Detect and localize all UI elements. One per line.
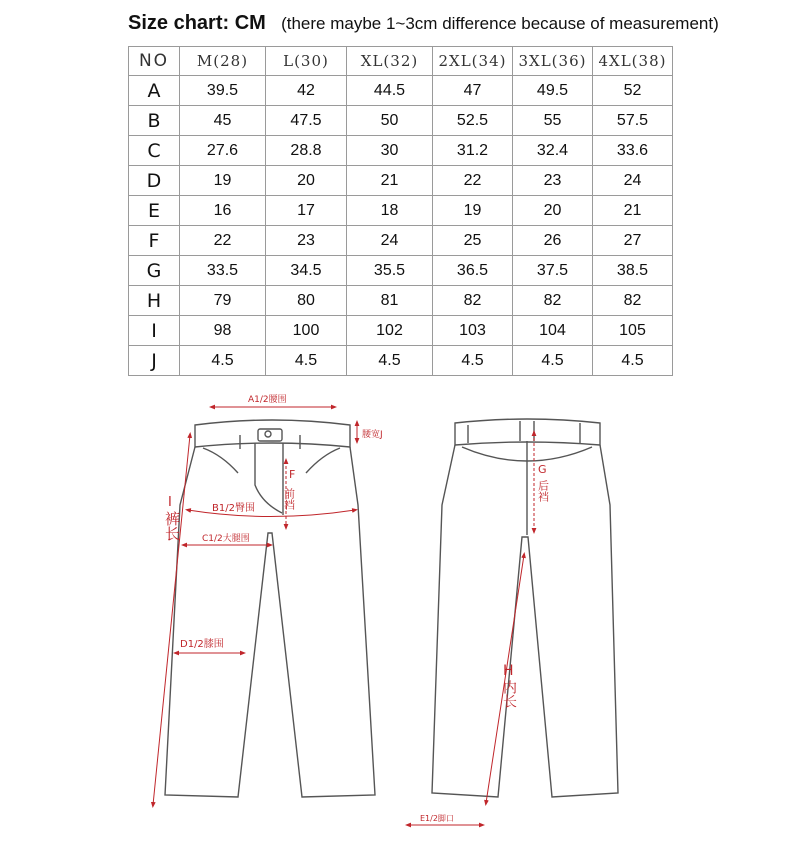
table-row xyxy=(129,286,673,316)
header-cell: 3XL(36) xyxy=(513,47,593,76)
label-f-text: 前裆 xyxy=(282,488,296,510)
measure-lines xyxy=(153,407,534,825)
value-cell: 21 xyxy=(593,196,673,226)
label-c: C1/2大腿围 xyxy=(202,534,250,544)
value-cell: 104 xyxy=(513,316,593,346)
value-cell: 105 xyxy=(593,316,673,346)
value-cell: 35.5 xyxy=(347,256,433,286)
header-cell: M(28) xyxy=(180,47,266,76)
value-cell: 4.5 xyxy=(180,346,266,376)
value-cell: 25 xyxy=(433,226,513,256)
label-g-letter: G xyxy=(538,463,547,476)
label-h-text: 内长 xyxy=(501,680,517,708)
value-cell: 79 xyxy=(180,286,266,316)
value-cell: 49.5 xyxy=(513,76,593,106)
title-bold: Size chart: CM xyxy=(128,12,266,34)
label-d: D1/2膝围 xyxy=(180,639,224,650)
value-cell: 22 xyxy=(433,166,513,196)
row-label-cell: G xyxy=(129,256,180,286)
value-cell: 30 xyxy=(347,136,433,166)
value-cell: 32.4 xyxy=(513,136,593,166)
value-cell: 4.5 xyxy=(513,346,593,376)
header-cell: L(30) xyxy=(266,47,347,76)
value-cell: 33.5 xyxy=(180,256,266,286)
row-label-cell: A xyxy=(129,76,180,106)
value-cell: 28.8 xyxy=(266,136,347,166)
value-cell: 45 xyxy=(180,106,266,136)
label-f-letter: F xyxy=(289,468,296,481)
row-label-cell: C xyxy=(129,136,180,166)
label-e: E1/2脚口 xyxy=(420,814,454,823)
table-row xyxy=(129,136,673,166)
row-label-cell: I xyxy=(129,316,180,346)
header-cell: 2XL(34) xyxy=(433,47,513,76)
back-pants-outline xyxy=(432,419,618,797)
value-cell: 47.5 xyxy=(266,106,347,136)
value-cell: 21 xyxy=(347,166,433,196)
value-cell: 80 xyxy=(266,286,347,316)
value-cell: 57.5 xyxy=(593,106,673,136)
size-table xyxy=(128,46,673,376)
title-note: (there maybe 1~3cm difference because of measurement) xyxy=(281,14,719,33)
row-label-cell: F xyxy=(129,226,180,256)
value-cell: 23 xyxy=(513,166,593,196)
value-cell: 27.6 xyxy=(180,136,266,166)
value-cell: 19 xyxy=(433,196,513,226)
value-cell: 23 xyxy=(266,226,347,256)
row-label-cell: H xyxy=(129,286,180,316)
value-cell: 82 xyxy=(513,286,593,316)
value-cell: 4.5 xyxy=(433,346,513,376)
pants-diagram xyxy=(0,385,800,852)
value-cell: 20 xyxy=(266,166,347,196)
value-cell: 26 xyxy=(513,226,593,256)
value-cell: 22 xyxy=(180,226,266,256)
label-a: A1/2腰围 xyxy=(248,395,287,405)
value-cell: 39.5 xyxy=(180,76,266,106)
value-cell: 4.5 xyxy=(347,346,433,376)
table-row xyxy=(129,256,673,286)
value-cell: 24 xyxy=(347,226,433,256)
table-row xyxy=(129,166,673,196)
value-cell: 17 xyxy=(266,196,347,226)
value-cell: 27 xyxy=(593,226,673,256)
table-row xyxy=(129,316,673,346)
label-g-text: 后裆 xyxy=(536,480,550,502)
value-cell: 36.5 xyxy=(433,256,513,286)
value-cell: 42 xyxy=(266,76,347,106)
value-cell: 81 xyxy=(347,286,433,316)
value-cell: 82 xyxy=(593,286,673,316)
value-cell: 44.5 xyxy=(347,76,433,106)
value-cell: 103 xyxy=(433,316,513,346)
size-chart-title xyxy=(128,12,719,35)
header-cell: NO xyxy=(129,47,180,76)
value-cell: 50 xyxy=(347,106,433,136)
label-h-letter: H xyxy=(503,663,514,679)
value-cell: 18 xyxy=(347,196,433,226)
value-cell: 31.2 xyxy=(433,136,513,166)
value-cell: 98 xyxy=(180,316,266,346)
row-label-cell: B xyxy=(129,106,180,136)
row-label-cell: D xyxy=(129,166,180,196)
table-row xyxy=(129,76,673,106)
value-cell: 34.5 xyxy=(266,256,347,286)
value-cell: 100 xyxy=(266,316,347,346)
value-cell: 33.6 xyxy=(593,136,673,166)
table-row xyxy=(129,196,673,226)
table-row xyxy=(129,106,673,136)
value-cell: 38.5 xyxy=(593,256,673,286)
table-row xyxy=(129,226,673,256)
value-cell: 47 xyxy=(433,76,513,106)
row-label-cell: J xyxy=(129,346,180,376)
value-cell: 20 xyxy=(513,196,593,226)
value-cell: 52 xyxy=(593,76,673,106)
value-cell: 37.5 xyxy=(513,256,593,286)
value-cell: 24 xyxy=(593,166,673,196)
label-i-text: 裤长 xyxy=(163,511,181,541)
label-i-letter: I xyxy=(168,495,172,510)
value-cell: 19 xyxy=(180,166,266,196)
value-cell: 82 xyxy=(433,286,513,316)
label-b: B1/2臀围 xyxy=(212,503,255,514)
value-cell: 4.5 xyxy=(593,346,673,376)
front-pants-outline xyxy=(165,420,375,797)
header-cell: 4XL(38) xyxy=(593,47,673,76)
label-j: 腰宽J xyxy=(362,430,383,440)
value-cell: 102 xyxy=(347,316,433,346)
value-cell: 4.5 xyxy=(266,346,347,376)
value-cell: 55 xyxy=(513,106,593,136)
row-label-cell: E xyxy=(129,196,180,226)
table-header-row xyxy=(129,47,673,76)
value-cell: 52.5 xyxy=(433,106,513,136)
value-cell: 16 xyxy=(180,196,266,226)
table-row xyxy=(129,346,673,376)
header-cell: XL(32) xyxy=(347,47,433,76)
